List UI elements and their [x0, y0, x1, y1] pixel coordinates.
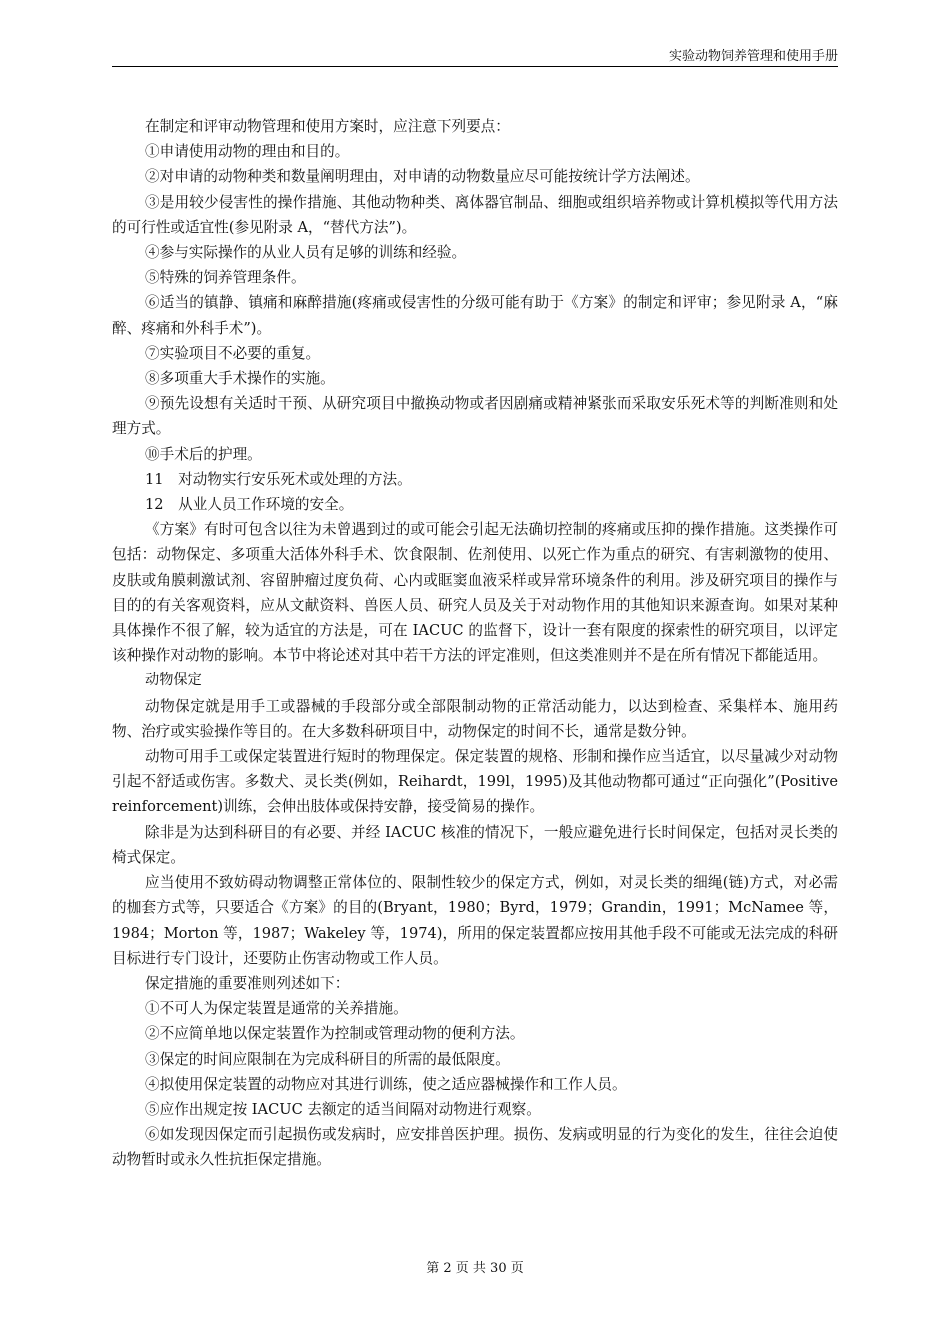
list-item: ①申请使用动物的理由和目的。 [145, 143, 350, 161]
paragraph: 《方案》有时可包含以往为未曾遇到过的或可能会引起无法确切控制的疼痛或压抑的操作措施。这类操作可包括：动物保定、多项重大活体外科手术、饮食限制、佐剂使用、以死亡作为重点的研究、有害刺激物的使用、皮肤或角膜刺激试剂、容留肿瘤过度负荷、心内或眶窦血液采样或异常环境条件的利用。涉及研究项目的操作与目的的有关客观资料，应从文献资料、兽医人员、研究人员及关于对动物作用的其他知识来源查询。如果对某种具体操作不很了解，较为适宜的方法是，可在 IACUC 的监督下，设计一套有限度的探索性的研究项目，以评定该种操作对动物的影响。本节中将论述对其中若干方法的评定准则，但这类准则并不是在所有情况下都能适用。 [112, 521, 838, 665]
list-item: ④拟使用保定装置的动物应对其进行训练，使之适应器械操作和工作人员。 [145, 1075, 627, 1093]
paragraph: 除非是为达到科研目的有必要、并经 IACUC 核准的情况下，一般应避免进行长时间保定，包括对灵长类的椅式保定。 [112, 823, 838, 866]
list-item: 12 从业人员工作环境的安全。 [145, 496, 354, 514]
header-divider [112, 66, 838, 67]
list-item: ⑨预先设想有关适时干预、从研究项目中撤换动物或者因剧痛或精神紧张而采取安乐死术等的判断准则和处理方式。 [112, 395, 838, 438]
list-item: ②对申请的动物种类和数量阐明理由，对申请的动物数量应尽可能按统计学方法阐述。 [145, 168, 700, 186]
list-item: ⑩手术后的护理。 [145, 445, 262, 463]
list-item: ⑧多项重大手术操作的实施。 [145, 370, 335, 388]
list-item: ②不应简单地以保定装置作为控制或管理动物的便利方法。 [145, 1025, 525, 1043]
paragraph: 动物可用手工或保定装置进行短时的物理保定。保定装置的规格、形制和操作应当适宜，以尽量减少对动物引起不舒适或伤害。多数犬、灵长类(例如，Reihardt，199l，1995)及其他动物都可通过“正向强化”(Positive reinforcement)训练，会伸出肢体或保持安静，接受简易的操作。 [112, 748, 838, 816]
list-item: ⑥如发现因保定而引起损伤或发病时，应安排兽医护理。损伤、发病或明显的行为变化的发生，往往会迫使动物暂时或永久性抗拒保定措施。 [112, 1126, 838, 1169]
list-item: ⑥适当的镇静、镇痛和麻醉措施(疼痛或侵害性的分级可能有助于《方案》的制定和评审；参见附录 A，“麻醉、疼痛和外科手术”)。 [112, 294, 838, 337]
paragraph: 应当使用不致妨碍动物调整正常体位的、限制性较少的保定方式，例如，对灵长类的细绳(链)方式，对必需的枷套方式等，只要适合《方案》的目的(Bryant，1980；Byrd，1979；Grandin，1991；McNamee 等，1984；Morton 等，1987；Wakeley 等，1974)，所用的保定装置都应按用其他手段不可能或无法完成的科研目标进行专门设计，还要防止伤害动物或工作人员。 [112, 874, 838, 967]
paragraph: 动物保定就是用手工或器械的手段部分或全部限制动物的正常活动能力，以达到检查、采集样本、施用药物、治疗或实验操作等目的。在大多数科研项目中，动物保定的时间不长，通常是数分钟。 [112, 697, 838, 740]
list-item: ③是用较少侵害性的操作措施、其他动物种类、离体器官制品、细胞或组织培养物或计算机模拟等代用方法的可行性或适宜性(参见附录 A，“替代方法”)。 [112, 193, 838, 236]
list-item: ④参与实际操作的从业人员有足够的训练和经验。 [145, 244, 467, 262]
running-header: 实验动物饲养管理和使用手册 [668, 49, 838, 64]
list-item: ⑤特殊的饲养管理条件。 [145, 269, 306, 287]
list-item: ⑤应作出规定按 IACUC 去额定的适当间隔对动物进行观察。 [145, 1100, 541, 1118]
body-text [112, 114, 838, 1173]
list-item: ①不可人为保定装置是通常的关养措施。 [145, 1000, 408, 1018]
list-item: ⑦实验项目不必要的重复。 [145, 344, 321, 362]
paragraph: 在制定和评审动物管理和使用方案时，应注意下列要点： [145, 118, 510, 135]
list-item: 11 对动物实行安乐死术或处理的方法。 [145, 470, 412, 488]
section-heading: 动物保定 [145, 672, 202, 689]
list-item: ③保定的时间应限制在为完成科研目的所需的最低限度。 [145, 1050, 510, 1068]
page-number: 第 2 页 共 30 页 [426, 1261, 524, 1276]
paragraph: 保定措施的重要准则列述如下： [145, 974, 350, 992]
